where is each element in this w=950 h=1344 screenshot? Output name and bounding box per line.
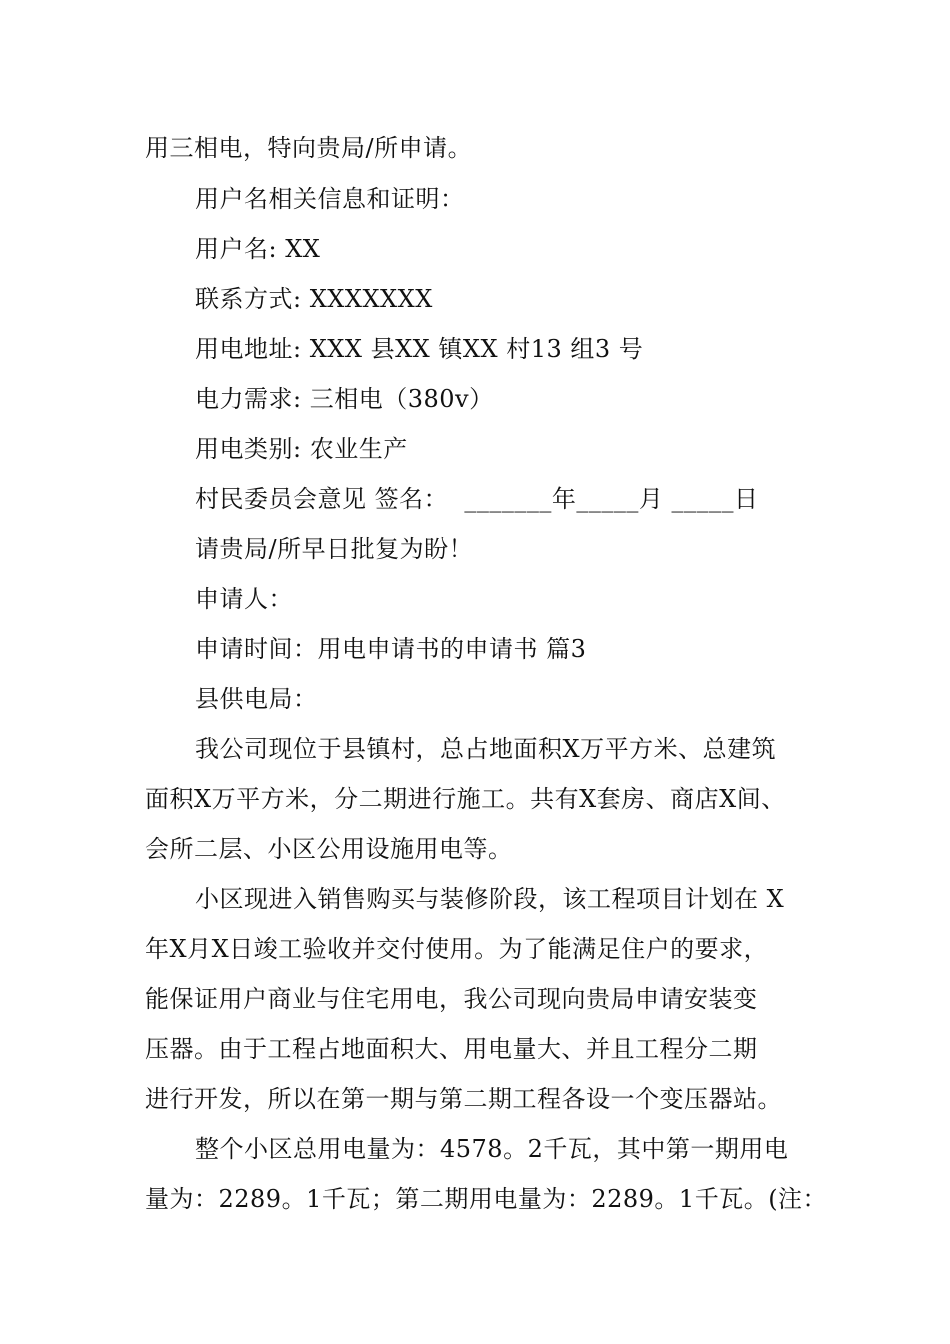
text-line: 用户名: XX bbox=[195, 235, 321, 263]
text-line: 我公司现位于县镇村，总占地面积X万平方米、总建筑 bbox=[195, 735, 777, 763]
text-line: 申请人： bbox=[195, 585, 293, 613]
text-line: 小区现进入销售购买与装修阶段，该工程项目计划在 X bbox=[195, 885, 785, 913]
text-line: 联系方式: XXXXXXX bbox=[195, 285, 433, 313]
text-line: 用三相电，特向贵局/所申请。 bbox=[145, 134, 473, 162]
text-line: 县供电局： bbox=[195, 685, 318, 713]
text-line: 会所二层、小区公用设施用电等。 bbox=[145, 835, 513, 863]
text-line: 进行开发，所以在第一期与第二期工程各设一个变压器站。 bbox=[145, 1085, 782, 1113]
text-line: 请贵局/所早日批复为盼！ bbox=[195, 535, 474, 563]
text-line: 用户名相关信息和证明： bbox=[195, 185, 465, 213]
text-line: 村民委员会意见 签名： _______年_____月 _____日 bbox=[195, 485, 759, 513]
text-line: 用电类别: 农业生产 bbox=[195, 435, 408, 463]
text-line: 量为：2289。1千瓦；第二期用电量为：2289。1千瓦。(注： bbox=[145, 1185, 828, 1213]
text-line: 年X月X日竣工验收并交付使用。为了能满足住户的要求， bbox=[145, 935, 769, 963]
text-line: 整个小区总用电量为：4578。2千瓦，其中第一期用电 bbox=[195, 1135, 789, 1163]
text-line: 用电地址: XXX 县XX 镇XX 村13 组3 号 bbox=[195, 335, 644, 363]
text-line: 申请时间：用电申请书的申请书 篇3 bbox=[195, 635, 587, 663]
text-line: 能保证用户商业与住宅用电，我公司现向贵局申请安装变 bbox=[145, 985, 758, 1013]
text-line: 压器。由于工程占地面积大、用电量大、并且工程分二期 bbox=[145, 1035, 758, 1063]
text-line: 电力需求: 三相电（380v） bbox=[195, 385, 494, 413]
text-line: 面积X万平方米，分二期进行施工。共有X套房、商店X间、 bbox=[145, 785, 786, 813]
